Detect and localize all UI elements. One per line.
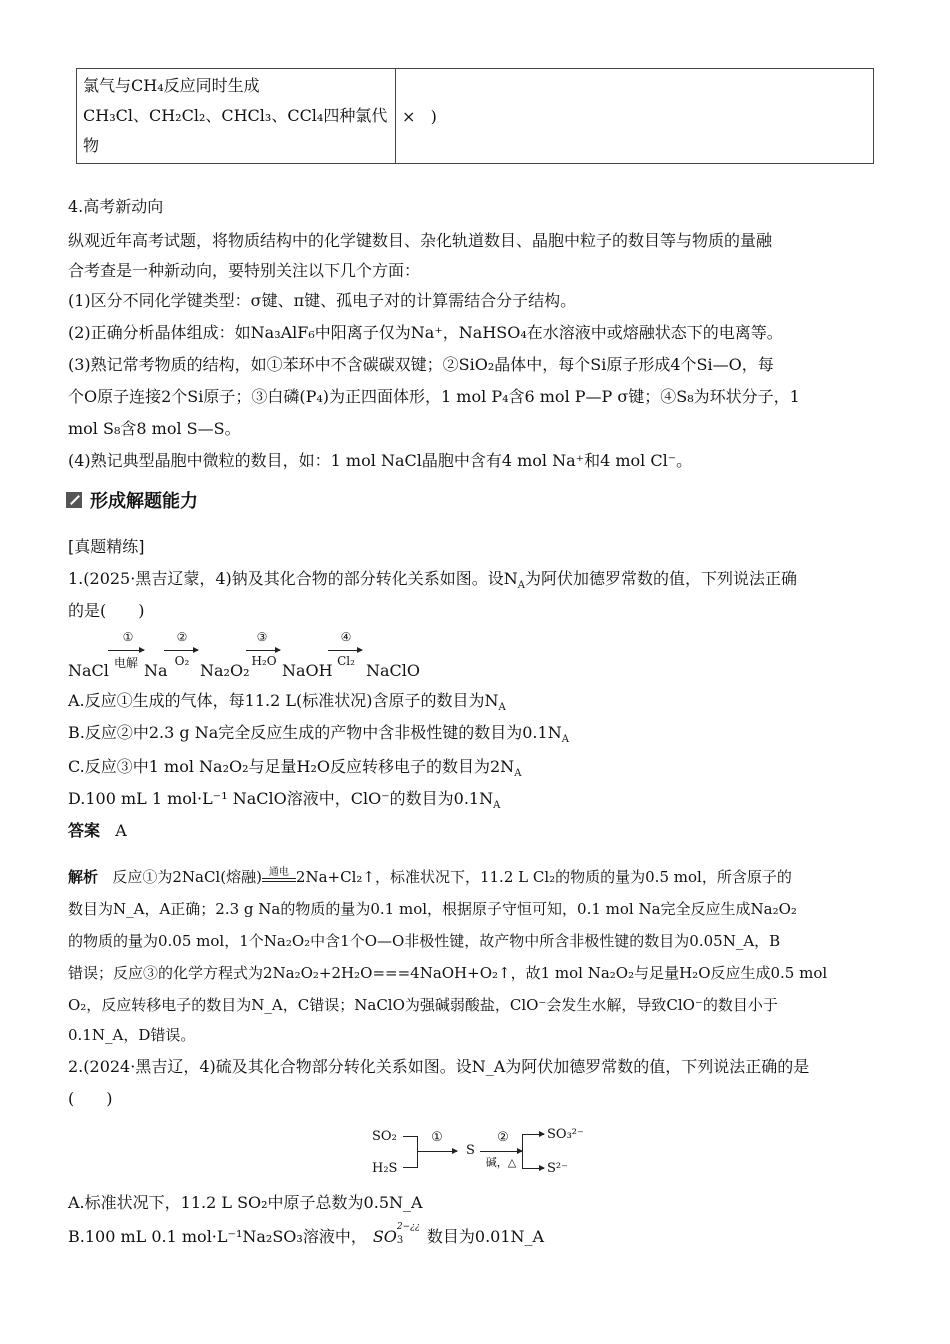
table-cell-statement bbox=[77, 69, 396, 164]
diag-arrow-down bbox=[522, 1168, 544, 1169]
wrong-mark: × bbox=[402, 106, 416, 126]
chain-species-4: NaOH bbox=[282, 661, 333, 680]
q1-analysis-4: 错误；反应③的化学方程式为2Na₂O₂+2H₂O===4NaOH+O₂↑，故1 mol Na₂O₂与足量H₂O反应生成0.5 mol bbox=[68, 964, 828, 982]
q1-option-c: C.反应③中1 mol Na₂O₂与足量H₂O反应转移电子的数目为$2N_A$ bbox=[68, 757, 522, 780]
diag-cond-2: 碱，△ bbox=[485, 1156, 517, 1169]
diag-line-2 bbox=[480, 1151, 522, 1152]
q1-answer bbox=[68, 820, 127, 842]
q1-analysis-5: O₂，反应转移电子的数目为N_A，C错误；NaClO为强碱弱酸盐，ClO⁻会发生水解，导致ClO⁻的数目小于 bbox=[68, 996, 778, 1014]
diag-so2: SO₂ bbox=[372, 1129, 397, 1144]
chain-species-2: Na bbox=[144, 661, 168, 680]
q2-stem-1: 2.(2024·黑吉辽，4)硫及其化合物部分转化关系如图。设N_A为阿伏加德罗常数的值，下列说法正确的是 bbox=[68, 1057, 810, 1076]
analysis-label: 解析 bbox=[68, 868, 99, 886]
q2-stem-2: ( ) bbox=[68, 1089, 113, 1108]
q1-analysis-3: 的物质的量为0.05 mol，1个Na₂O₂中含1个O—O非极性键，故产物中所含非极性键的数目为0.05N_A，B bbox=[68, 932, 781, 950]
sec4-intro-2: 合考查是一种新动向，要特别关注以下几个方面： bbox=[68, 261, 421, 280]
comparison-table bbox=[76, 68, 874, 164]
chain-species-1: NaCl bbox=[68, 661, 109, 680]
electrolysis-condition: 通电 bbox=[268, 867, 289, 878]
sec4-point-4: (4)熟记典型晶胞中微粒的数目，如：1 mol NaCl晶胞中含有4 mol Na⁺和4 mol Cl⁻。 bbox=[68, 451, 693, 470]
diag-sulfite: SO₃²⁻ bbox=[547, 1127, 584, 1142]
diag-arrow-1 bbox=[417, 1151, 457, 1152]
table-line-2: CH₃Cl、CH₂Cl₂、CHCl₃、CCl₄四种氯代 bbox=[83, 106, 388, 125]
q1-stem-2: 的是( ) bbox=[68, 601, 145, 620]
answer-label: 答案 bbox=[68, 821, 101, 840]
diag-arrow-up bbox=[522, 1134, 544, 1135]
q1-analysis-1: 解析 反应①为2NaCl(熔融) 通电 2Na+Cl₂↑，标准状况下，11.2 L Cl₂的物质的量为0.5 mol，所含原子的 bbox=[68, 866, 792, 888]
section-heading bbox=[66, 486, 198, 514]
table-cell-judgement bbox=[396, 69, 874, 164]
q1-stem-1: 1.(2025·黑吉辽蒙，4)钠及其化合物的部分转化关系如图。设$N_A$为阿伏加德罗常数的值，下列说法正确 bbox=[68, 569, 797, 592]
table-line-3: 物 bbox=[83, 136, 100, 155]
chain-arrow-2 bbox=[164, 650, 198, 651]
sec4-point-3a: (3)熟记常考物质的结构，如①苯环中不含碳碳双键；②SiO₂晶体中，每个Si原子形成4个Si—O，每 bbox=[68, 355, 774, 374]
diag-num-1: ① bbox=[431, 1130, 443, 1145]
sec4-point-2: (2)正确分析晶体组成：如Na₃AlF₆中阳离子仅为Na⁺，NaHSO₄在水溶液中或熔融状态下的电离等。 bbox=[68, 323, 783, 342]
q1-analysis-2: 数目为N_A，A正确；2.3 g Na的物质的量为0.1 mol，根据原子守恒可知，0.1 mol Na完全反应生成Na₂O₂ bbox=[68, 900, 797, 918]
sec4-title: 4.高考新动向 bbox=[68, 197, 164, 216]
chain-num-4: ④ bbox=[340, 630, 352, 644]
chain-arrow-4 bbox=[328, 650, 362, 651]
diag-sulfide: S²⁻ bbox=[547, 1161, 568, 1176]
pencil-box-icon bbox=[66, 492, 82, 508]
chain-cond-4: Cl₂ bbox=[337, 654, 355, 668]
table-line-1: 氯气与CH₄反应同时生成 bbox=[83, 76, 260, 95]
diag-s: S bbox=[466, 1143, 475, 1158]
q2-option-b: B.100 mL 0.1 mol·L⁻¹Na₂SO₃溶液中， SO 2−¿¿ 3 数目为0.01N_A bbox=[68, 1222, 545, 1246]
sec4-intro-1: 纵观近年高考试题，将物质结构中的化学键数目、杂化轨道数目、晶胞中粒子的数目等与物质的量融 bbox=[68, 231, 773, 250]
sec4-point-1: (1)区分不同化学键类型：σ键、π键、孤电子对的计算需结合分子结构。 bbox=[68, 291, 577, 310]
diag-h2s: H₂S bbox=[372, 1161, 398, 1176]
chain-cond-1: 电解 bbox=[113, 656, 138, 670]
section-heading-text: 形成解题能力 bbox=[90, 491, 198, 512]
sec4-point-3c: mol S₈含8 mol S—S。 bbox=[68, 419, 241, 438]
chain-species-3: Na₂O₂ bbox=[200, 661, 250, 680]
sec4-point-3b: 个O原子连接2个Si原子；③白磷(P₄)为正四面体形，1 mol P₄含6 mol P—P σ键；④S₈为环状分子，1 bbox=[68, 387, 800, 406]
chain-num-3: ③ bbox=[256, 630, 268, 644]
q1-option-a: A.反应①生成的气体，每11.2 L(标准状况)含原子的数目为$N_A$ bbox=[68, 691, 506, 714]
diag-num-2: ② bbox=[497, 1130, 509, 1145]
q1-option-d: D.100 mL 1 mol·L⁻¹ NaClO溶液中，ClO⁻的数目为$0.1N_A$ bbox=[68, 789, 501, 812]
answer-value: A bbox=[115, 821, 127, 840]
chain-arrow-1 bbox=[108, 650, 144, 651]
chain-cond-2: O₂ bbox=[174, 654, 190, 668]
chain-cond-3: H₂O bbox=[251, 654, 277, 668]
q1-option-b: B.反应②中2.3 g Na完全反应生成的产物中含非极性键的数目为$0.1N_A$ bbox=[68, 723, 569, 746]
q1-analysis-6: 0.1N_A，D错误。 bbox=[68, 1026, 196, 1044]
chain-arrow-3 bbox=[246, 650, 280, 651]
chain-num-2: ② bbox=[176, 630, 188, 644]
q2-option-a: A.标准状况下，11.2 L SO₂中原子总数为0.5N_A bbox=[68, 1193, 423, 1212]
close-paren: ) bbox=[430, 106, 437, 126]
zhenti-label: [真题精练] bbox=[68, 537, 145, 556]
diag-fork bbox=[522, 1134, 523, 1168]
chain-species-5: NaClO bbox=[366, 661, 421, 680]
chain-num-1: ① bbox=[122, 630, 134, 644]
